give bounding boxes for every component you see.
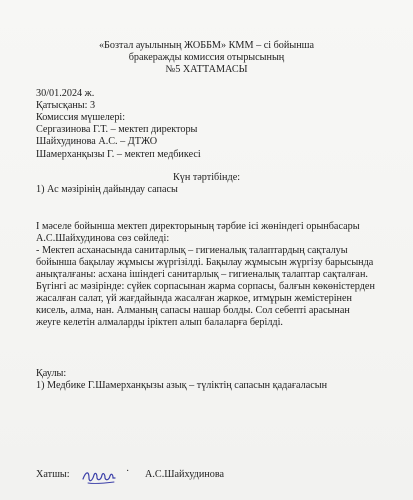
secretary-name: А.С.Шайхудинова bbox=[145, 469, 225, 480]
commission-title: Комиссия мүшелері: bbox=[36, 112, 126, 123]
header-line-3: №5 ХАТТАМАСЫ bbox=[165, 64, 248, 75]
member-1: Сергазинова Г.Т. – мектеп директоры bbox=[36, 124, 198, 135]
body-line-9: жеуге келетін алмаларды іріктеп алып балаларға берілді. bbox=[36, 317, 283, 328]
body-line-8: кисель, алма, нан. Алманың сапасы нашар болды. Сол себепті арасынан bbox=[36, 305, 350, 316]
decision-item-1: 1) Медбике Г.Шамерханқызы азық – түліктің сапасын қадағаласын bbox=[36, 380, 328, 391]
member-3: Шамерханқызы Г. – мектеп медбикесі bbox=[36, 149, 201, 160]
body-line-2: А.С.Шайхудинова сөз сөйледі: bbox=[36, 233, 170, 244]
agenda-item-1: 1) Ас мәзірінің дайындау сапасы bbox=[36, 184, 178, 195]
attended-count: Қатысқаны: 3 bbox=[36, 100, 96, 111]
body-line-7: жасалған салат, үй жағдайында жасалған жаркое, итмұрын жемістерінен bbox=[36, 293, 352, 304]
decision-title: Қаулы: bbox=[36, 368, 67, 379]
body-line-6: Бүгінгі ас мәзірінде: сүйек сорпасынан жарма сорпасы, балғын көкөністерден bbox=[36, 281, 375, 292]
body-line-1: І мәселе бойынша мектеп директорының тәрбие ісі жөніндегі орынбасары bbox=[36, 221, 360, 232]
signature-dot: · bbox=[126, 466, 130, 477]
secretary-label: Хатшы: bbox=[36, 469, 70, 480]
date: 30/01.2024 ж. bbox=[36, 88, 95, 99]
header-line-1: «Бозтал ауылының ЖОББМ» КММ – сі бойынша bbox=[98, 40, 315, 51]
header-line-2: бракеражды комиссия отырысының bbox=[128, 52, 285, 63]
handwritten-signature bbox=[80, 465, 130, 487]
member-2: Шайхудинова А.С. – ДТЖО bbox=[36, 136, 158, 147]
body-line-4: бойынша бақылау жұмысы жүргізілді. Бақылау жұмысын жүргізу барысында bbox=[36, 257, 374, 268]
agenda-title: Күн тәртібінде: bbox=[172, 172, 241, 183]
body-line-3: - Мектеп асханасында санитарлық – гигиеналық талаптардың сақталуы bbox=[36, 245, 348, 256]
body-line-5: анықталғаны: асхана ішіндегі санитарлық – гигиеналық талаптар сақталған. bbox=[36, 269, 368, 280]
